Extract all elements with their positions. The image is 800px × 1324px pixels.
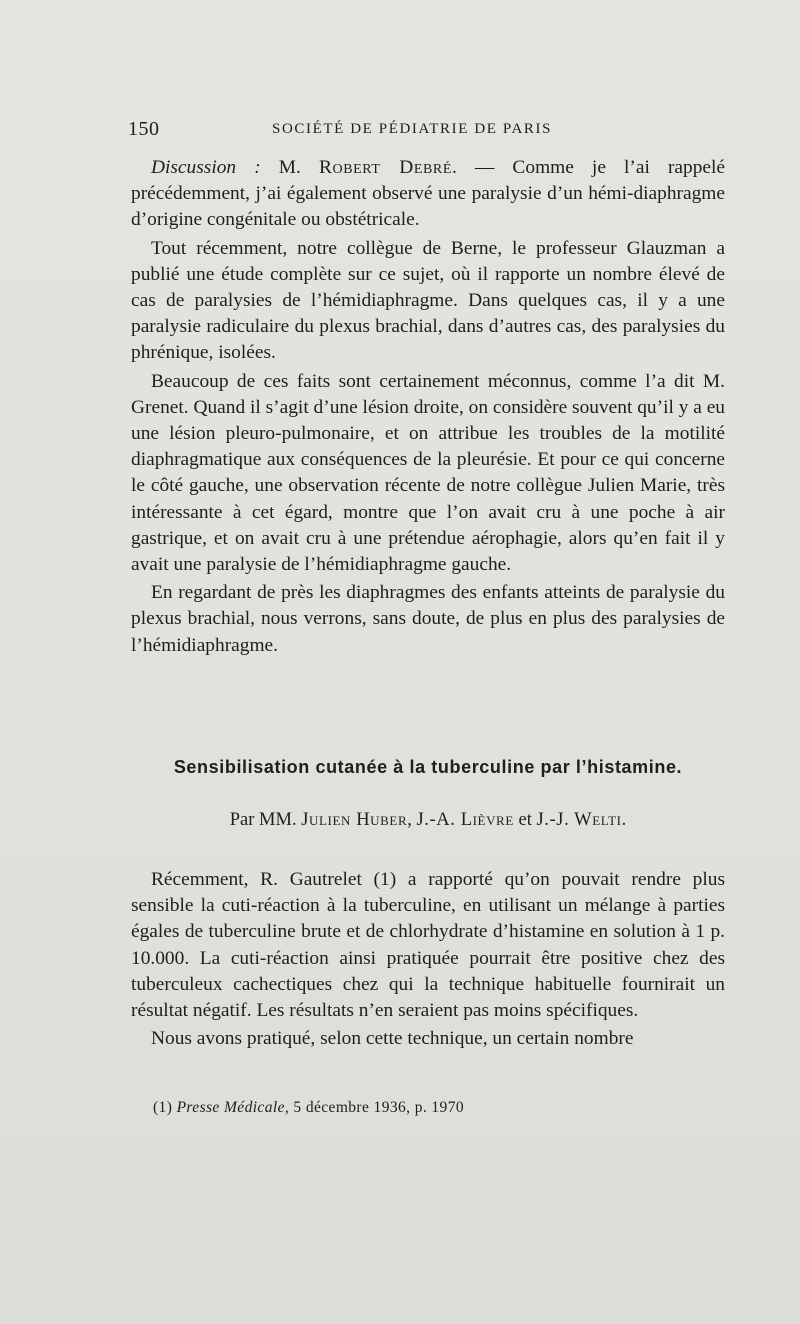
authors-end: . [621,810,627,830]
authors-prefix: Par MM. [229,810,297,830]
discussion-section [131,155,725,659]
footnote [153,1099,713,1117]
page-number: 150 [128,118,160,140]
discussion-intro-paragraph [131,155,725,234]
footnote-journal: Presse Médicale, [176,1099,290,1116]
speaker-prefix: M. [278,157,301,178]
author-name: Julien Huber [301,810,408,830]
article-title: Sensibilisation cutanée à la tuberculine par l’histamine. [173,757,683,777]
author-name: J.-A. Lièvre [416,810,514,830]
discussion-paragraph: Beaucoup de ces faits sont certainement méconnus, comme l’a dit M. Grenet. Quand il s’agit d’une lésion droite, on considère souvent qu’il y a eu une lésion pleuro-pulmonaire, et on attribue les troubles de la motilité diaphragmatique aux conséquences de la pleurésie. Et pour ce qui concerne le côté gauche, une observation récente de notre collègue Julien Marie, très intéressante à cet égard, montre que l’on avait cru à une poche à air gastrique, et on avait cru à une prétendue aérophagie, alors qu’en fait il y avait une paralysie de l’hémidiaphragme gauche. [131,370,725,576]
article-paragraph: Récemment, R. Gautrelet (1) a rapporté qu’on pouvait rendre plus sensible la cuti-réaction à la tuberculine, en utilisant un mélange à parties égales de tuberculine brute et de chlorhydrate d’histamine en solution à 1 p. 10.000. La cuti-réaction ainsi pratiquée pourrait être positive chez des tuberculeux cachectiques chez qui la technique habituelle fournirait un résultat négatif. Les résultats n’en seraient pas moins spécifiques. [131,869,725,1022]
discussion-label: Discussion : [151,157,261,178]
discussion-paragraph: En regardant de près les diaphragmes des enfants atteints de paralysie du plexus brachial, nous verrons, sans doute, de plus en plus des paralysies de l’hémidiaphragme. [131,582,725,656]
running-head: SOCIÉTÉ DE PÉDIATRIE DE PARIS [272,121,553,137]
article-body [131,867,725,1052]
discussion-paragraph: Tout récemment, notre collègue de Berne, le professeur Glauzman a publié une étude complète sur ce sujet, où il rapporte un nombre élevé de cas de paralysies de l’hémidiaphragme. Dans quelques cas, il y a une paralysie radiculaire du plexus brachial, dans d’autres cas, des paralysies du phrénique, isolées. [131,237,725,364]
article-authors [131,810,725,831]
authors-separator: et [518,810,532,830]
authors-separator: , [407,810,412,830]
author-name: J.-J. Welti [536,810,622,830]
speaker-name: Robert Debré [318,157,453,178]
page-header [128,118,728,148]
article-paragraph: Nous avons pratiqué, selon cette technique, un certain nombre [151,1028,634,1050]
discussion-intro-text: . — Comme je l’ai rappelé précédemment, j’ai également observé une paralysie d’un hémi-diaphragme d’origine congénitale ou obstétricale. [131,157,725,231]
footnote-details: 5 décembre 1936, p. 1970 [293,1099,464,1116]
footnote-marker: (1) [153,1099,173,1116]
